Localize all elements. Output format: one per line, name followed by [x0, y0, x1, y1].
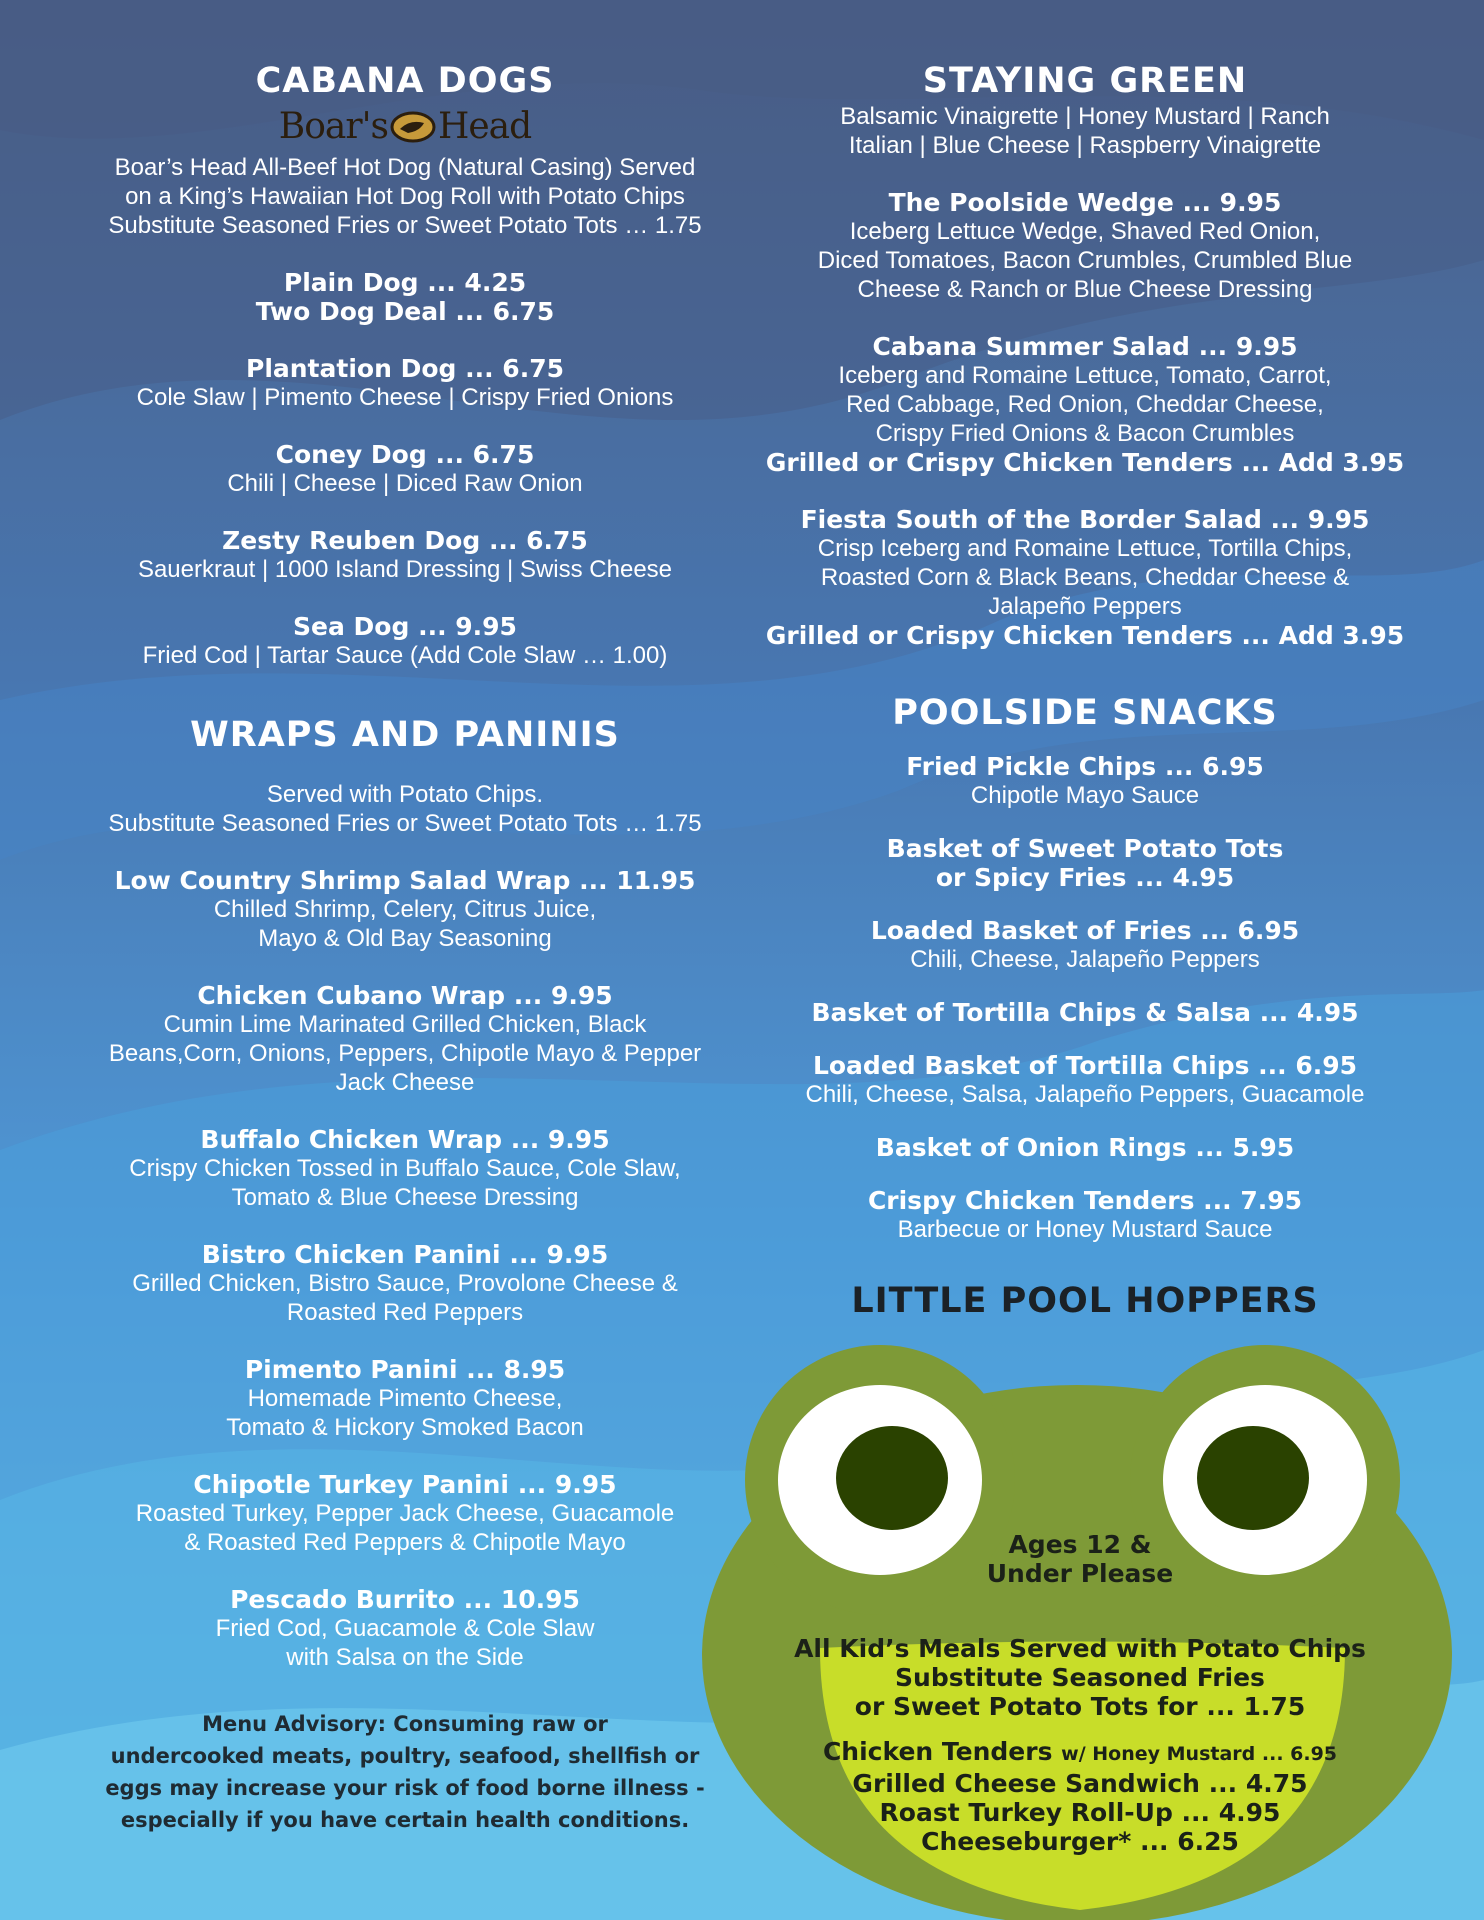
menu-item: Basket of Sweet Potato Tots or Spicy Fries ... 4.95	[886, 834, 1284, 892]
wraps-section	[35, 714, 775, 1672]
kids-menu	[760, 1530, 1400, 1856]
menu-item: Pescado Burrito ... 10.95 Fried Cod, Guacamole & Cole Slaw with Salsa on the Side	[215, 1585, 595, 1671]
boars-head-logo: Boar's Head	[278, 106, 532, 147]
kids-item: Chicken Tenders w/ Honey Mustard ... 6.95	[822, 1737, 1338, 1766]
menu-item: Basket of Onion Rings ... 5.95	[875, 1133, 1295, 1162]
menu-item: The Poolside Wedge ... 9.95 Iceberg Lettuce Wedge, Shaved Red Onion, Diced Tomatoes, Bacon Crumbles, Crumbled Blue Cheese & Ranch or Blue Cheese Dressing	[817, 188, 1353, 303]
menu-item: Basket of Tortilla Chips & Salsa ... 4.95	[811, 998, 1359, 1027]
menu-item: Loaded Basket of Tortilla Chips ... 6.95 Chili, Cheese, Salsa, Jalapeño Peppers, Guacamole	[805, 1051, 1365, 1108]
wraps-intro: Served with Potato Chips. Substitute Seasoned Fries or Sweet Potato Tots … 1.75	[108, 781, 702, 837]
kids-item: Grilled Cheese Sandwich ... 4.75	[852, 1769, 1308, 1798]
menu-item: Sea Dog ... 9.95 Fried Cod | Tartar Sauce (Add Cole Slaw … 1.00)	[142, 612, 668, 669]
section-title: WRAPS AND PANINIS	[190, 715, 620, 755]
menu-item: Buffalo Chicken Wrap ... 9.95 Crispy Chicken Tossed in Buffalo Sauce, Cole Slaw, Tomato & Blue Cheese Dressing	[129, 1125, 681, 1211]
menu-item: Zesty Reuben Dog ... 6.75 Sauerkraut | 1000 Island Dressing | Swiss Cheese	[137, 526, 673, 583]
menu-item: Low Country Shrimp Salad Wrap ... 11.95 Chilled Shrimp, Celery, Citrus Juice, Mayo & Old Bay Seasoning	[114, 866, 696, 952]
boar-icon	[390, 111, 436, 143]
kids-item: Roast Turkey Roll-Up ... 4.95	[879, 1798, 1281, 1827]
addon-text: Grilled or Crispy Chicken Tenders ... Add 3.95	[765, 621, 1405, 650]
menu-item: Fiesta South of the Border Salad ... 9.95 Crisp Iceberg and Romaine Lettuce, Tortilla Chips, Roasted Corn & Black Beans, Cheddar Cheese & Jalapeño Peppers Grilled or Crispy Chicken Tenders ... Add 3.95	[760, 505, 1410, 650]
kids-served-note: All Kid’s Meals Served with Potato Chips Substitute Seasoned Fries or Sweet Potato Tots for ... 1.75	[794, 1634, 1366, 1721]
staying-green-section	[760, 60, 1410, 650]
menu-item: Crispy Chicken Tenders ... 7.95 Barbecue or Honey Mustard Sauce	[867, 1186, 1303, 1243]
kids-items	[760, 1737, 1400, 1856]
cabana-dogs-section	[35, 60, 775, 670]
kids-item: Cheeseburger* ... 6.25	[921, 1827, 1239, 1856]
addon-text: Grilled or Crispy Chicken Tenders ... Add 3.95	[765, 448, 1405, 477]
menu-item: Chipotle Turkey Panini ... 9.95 Roasted Turkey, Pepper Jack Cheese, Guacamole & Roasted Red Peppers & Chipotle Mayo	[135, 1470, 675, 1556]
age-note: Ages 12 & Under Please	[986, 1530, 1174, 1588]
menu-item: Pimento Panini ... 8.95 Homemade Pimento Cheese, Tomato & Hickory Smoked Bacon	[226, 1355, 584, 1441]
right-column	[760, 60, 1410, 1322]
menu-advisory: Menu Advisory: Consuming raw or undercooked meats, poultry, seafood, shellfish or eggs may increase your risk of food borne illness - especially if you have certain health conditions.	[105, 1712, 705, 1832]
menu-item: Fried Pickle Chips ... 6.95 Chipotle Mayo Sauce	[906, 752, 1264, 809]
menu-item: Chicken Cubano Wrap ... 9.95 Cumin Lime Marinated Grilled Chicken, Black Beans,Corn, Onions, Peppers, Chipotle Mayo & Pepper Jack Cheese	[108, 981, 702, 1096]
section-title: POOLSIDE SNACKS	[892, 693, 1278, 733]
hot-dog-intro: Boar’s Head All-Beef Hot Dog (Natural Casing) Served on a King’s Hawaiian Hot Dog Roll with Potato Chips Substitute Seasoned Fries or Sweet Potato Tots … 1.75	[108, 154, 702, 239]
menu-item: Bistro Chicken Panini ... 9.95 Grilled Chicken, Bistro Sauce, Provolone Cheese & Roasted Red Peppers	[132, 1240, 678, 1326]
section-title: CABANA DOGS	[255, 61, 555, 101]
left-column	[35, 60, 775, 1836]
plain-dog-price: Plain Dog ... 4.25	[283, 268, 527, 297]
menu-item: Loaded Basket of Fries ... 6.95 Chili, Cheese, Jalapeño Peppers	[870, 916, 1300, 973]
menu-item: Plantation Dog ... 6.75 Cole Slaw | Pimento Cheese | Crispy Fried Onions	[136, 354, 674, 411]
menu-item: Cabana Summer Salad ... 9.95 Iceberg and Romaine Lettuce, Tomato, Carrot, Red Cabbage, Red Onion, Cheddar Cheese, Crispy Fried Onions & Bacon Crumbles Grilled or Crispy Chicken Tenders ... Add 3.95	[760, 332, 1410, 477]
menu-item: Coney Dog ... 6.75 Chili | Cheese | Diced Raw Onion	[227, 440, 583, 497]
dressing-options: Balsamic Vinaigrette | Honey Mustard | Ranch Italian | Blue Cheese | Raspberry Vinaigrette	[840, 103, 1330, 159]
pool-hoppers-title: LITTLE POOL HOPPERS	[851, 1281, 1319, 1321]
section-title: STAYING GREEN	[922, 61, 1248, 101]
two-dog-deal-price: Two Dog Deal ... 6.75	[255, 297, 555, 326]
poolside-snacks-section	[760, 692, 1410, 1244]
